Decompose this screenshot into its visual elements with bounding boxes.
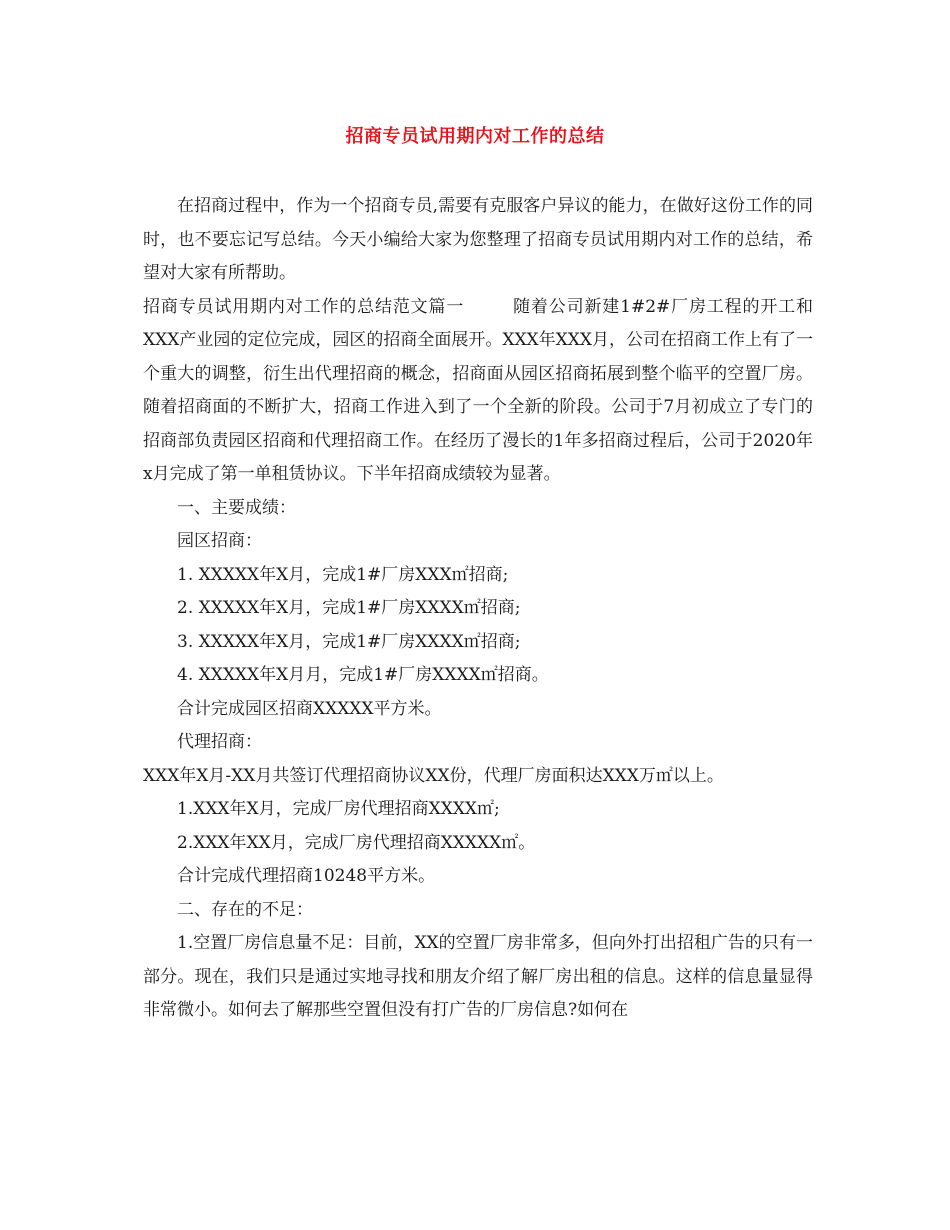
agency-heading: 代理招商： xyxy=(177,732,262,752)
park-item: 3. XXXXX年X月，完成1#厂房XXXX㎡招商; xyxy=(177,631,521,652)
intro-paragraph: 在招商过程中，作为一个招商专员,需要有克服客户异议的能力，在做好这份工作的同时，也不要忘记写总结。今天小编给大家为您整理了招商专员试用期内对工作的总结，希望对大家有所帮助。 xyxy=(143,196,813,283)
document-body xyxy=(143,190,813,1028)
park-heading: 园区招商： xyxy=(177,531,262,551)
section-paragraph xyxy=(143,291,813,492)
shortcoming-paragraph: 1.空置厂房信息量不足：目前，XX的空置厂房非常多，但向外打出招租广告的只有一部分。现在，我们只是通过实地寻找和朋友介绍了解厂房出租的信息。这样的信息量显得非常微小。如何去了解那些空置但没有打广告的厂房信息?如何在 xyxy=(143,933,813,1020)
agency-total: 合计完成代理招商10248平方米。 xyxy=(177,866,436,886)
park-total: 合计完成园区招商XXXXX平方米。 xyxy=(177,698,442,719)
agency-summary: XXX年X月-XX月共签订代理招商协议XX份，代理厂房面积达XXX万㎡以上。 xyxy=(143,765,724,786)
section-body: 随着公司新建1#2#厂房工程的开工和XXX产业园的定位完成，园区的招商全面展开。XXX年XXX月，公司在招商工作上有了一个重大的调整，衍生出代理招商的概念，招商面从园区招商拓展到整个临平的空置厂房。随着招商面的不断扩大，招商工作进入到了一个全新的阶段。公司于7月初成立了专门的招商部负责园区招商和代理招商工作。在经历了漫长的1年多招商过程后，公司于2020年x月完成了第一单租赁协议。下半年招商成绩较为显著。 xyxy=(143,296,814,484)
achievements-heading: 一、主要成绩： xyxy=(177,497,296,518)
agency-item: 1.XXX年X月，完成厂房代理招商XXXX㎡; xyxy=(177,799,500,819)
park-item: 2. XXXXX年X月，完成1#厂房XXXX㎡招商; xyxy=(177,598,521,618)
section-heading: 招商专员试用期内对工作的总结范文篇一 xyxy=(143,296,465,317)
document-title: 招商专员试用期内对工作的总结 xyxy=(345,126,605,147)
park-item: 1. XXXXX年X月，完成1#厂房XXX㎡招商; xyxy=(177,564,509,585)
agency-item: 2.XXX年XX月，完成厂房代理招商XXXXX㎡。 xyxy=(177,832,536,853)
shortcomings-heading: 二、存在的不足： xyxy=(177,899,313,920)
park-item: 4. XXXXX年X月月，完成1#厂房XXXX㎡招商。 xyxy=(177,665,549,685)
